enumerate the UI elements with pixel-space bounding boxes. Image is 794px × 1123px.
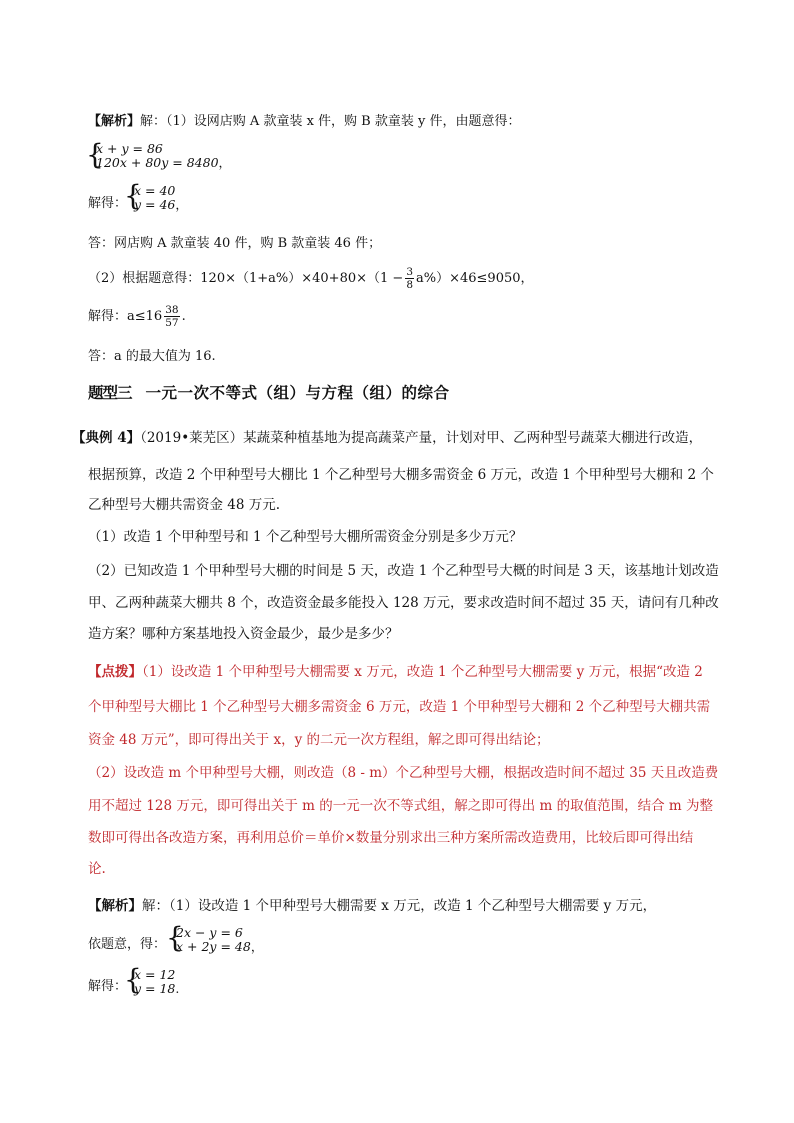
part2-prefix: （2）根据题意得：120×（1+a%）×40+80×（1 − [88,271,404,286]
analysis-label: 【解析】 [88,114,141,129]
hint-label: 【点拨】 [88,664,142,680]
result-brace: { [124,179,142,212]
solution2-text: 解：（1）设改造 1 个甲种型号大棚需要 x 万元，改造 1 个乙种型号大棚需要 y 万元， [142,898,657,914]
solve2-suffix: . [181,309,186,324]
solution-text: 解：（1）设网店购 A 款童装 x 件，购 B 款童装 y 件，由题意得： [140,114,521,129]
hint-text: （1）设改造 1 个甲种型号大棚需要 x 万元，改造 1 个乙种型号大棚需要 y 万元，根据“改造 2 [142,664,703,680]
result-row-2 [134,198,188,211]
solution2-line-1 [88,894,656,914]
example-line-2: 根据预算，改造 2 个甲种型号大棚比 1 个乙种型号大棚多需资金 6 万元，改造 1 个甲种型号大棚和 2 个 [88,467,714,483]
topic-heading [88,381,450,403]
question-2-line-1: （2）已知改造 1 个甲种型号大棚的时间是 5 天，改造 1 个乙种型号大概的时间是 3 天，该基地计划改造 [88,563,719,579]
result-row-1: x = 12 [134,967,176,982]
result-row-2 [134,982,179,995]
part2-suffix: a%）×46≤9050， [416,271,534,286]
question-2-line-3: 造方案？哪种方案基地投入资金最少，最少是多少？ [88,626,399,642]
equation-row-1: x + y = 86 [96,141,163,156]
solution-line-1 [88,110,520,129]
equation-row-1: 2x − y = 6 [176,925,243,940]
fraction-denominator: 57 [165,317,179,329]
analysis-label: 【解析】 [88,898,142,914]
example-line-1 [72,426,702,446]
fraction-numerator: 38 [165,304,179,316]
result-suffix: . [175,981,180,996]
example-label: 【典例 4】 [72,430,141,446]
fraction-38-57 [164,304,179,329]
example-line-3: 乙种型号大棚共需资金 48 万元. [88,497,281,513]
example-text: （2019•莱芜区）某蔬菜种植基地为提高蔬菜产量，计划对甲、乙两种型号蔬菜大棚进行改造， [140,430,703,446]
topic-label: 题型三 [88,384,132,402]
hint-line-4: （2）设改造 m 个甲种型号大棚，则改造（8 - m）个乙种型号大棚，根据改造时间不超过 35 天且改造费 [88,765,719,781]
fraction-denominator: 8 [406,279,413,291]
hint-line-6: 数即可得出各改造方案，再利用总价＝单价×数量分别求出三种方案所需改造费用，比较后即可得出结 [88,830,694,846]
question-2-line-2: 甲、乙两种蔬菜大棚共 8 个，改造资金最多能投入 128 万元，要求改造时间不超过 35 天，请问有几种改 [88,595,719,611]
result-brace: { [124,963,142,996]
result-text: y = 18 [134,981,176,996]
equation-suffix: ， [218,155,232,170]
equation-text: x + 2y = 48 [176,939,251,954]
equation-brace: { [86,138,104,171]
hint-line-2: 个甲种型号大棚比 1 个乙种型号大棚多需资金 6 万元，改造 1 个甲种型号大棚和 2 个乙种型号大棚共需 [88,699,711,715]
question-1: （1）改造 1 个甲种型号和 1 个乙种型号大棚所需资金分别是多少万元？ [88,529,523,545]
part2-solve [88,304,186,330]
equation-row-2 [96,156,231,169]
hint-line-3: 资金 48 万元”，即可得出关于 x，y 的二元一次方程组，解之即可得出结论； [88,732,550,748]
equation-prefix: 依题意，得： [88,937,167,952]
result-row-1: x = 40 [134,183,176,198]
solve-prefix: 解得： [88,196,128,211]
equation-text: 120x + 80y = 8480 [96,155,219,170]
equation-brace: { [166,921,184,954]
fraction-numerator: 3 [406,266,413,278]
answer-2: 答：a 的最大值为 16. [88,349,216,364]
solve-prefix: 解得： [88,979,128,994]
solve2-prefix: 解得：a≤16 [88,309,163,324]
equation-suffix: ， [250,939,264,954]
part2-equation [88,266,534,292]
fraction-three-eighths [405,266,414,291]
equation-row-2 [176,940,263,953]
hint-line-1 [88,660,703,680]
hint-line-5: 用不超过 128 万元，即可得出关于 m 的一元一次不等式组，解之即可得出 m 的取值范围，结合 m 为整 [88,798,714,814]
topic-title: 一元一次不等式（组）与方程（组）的综合 [145,383,450,402]
hint-line-7: 论. [88,861,106,877]
answer-1: 答：网店购 A 款童装 40 件，购 B 款童装 46 件； [88,236,382,251]
result-suffix: ， [175,197,188,212]
result-text: y = 46 [134,197,176,212]
